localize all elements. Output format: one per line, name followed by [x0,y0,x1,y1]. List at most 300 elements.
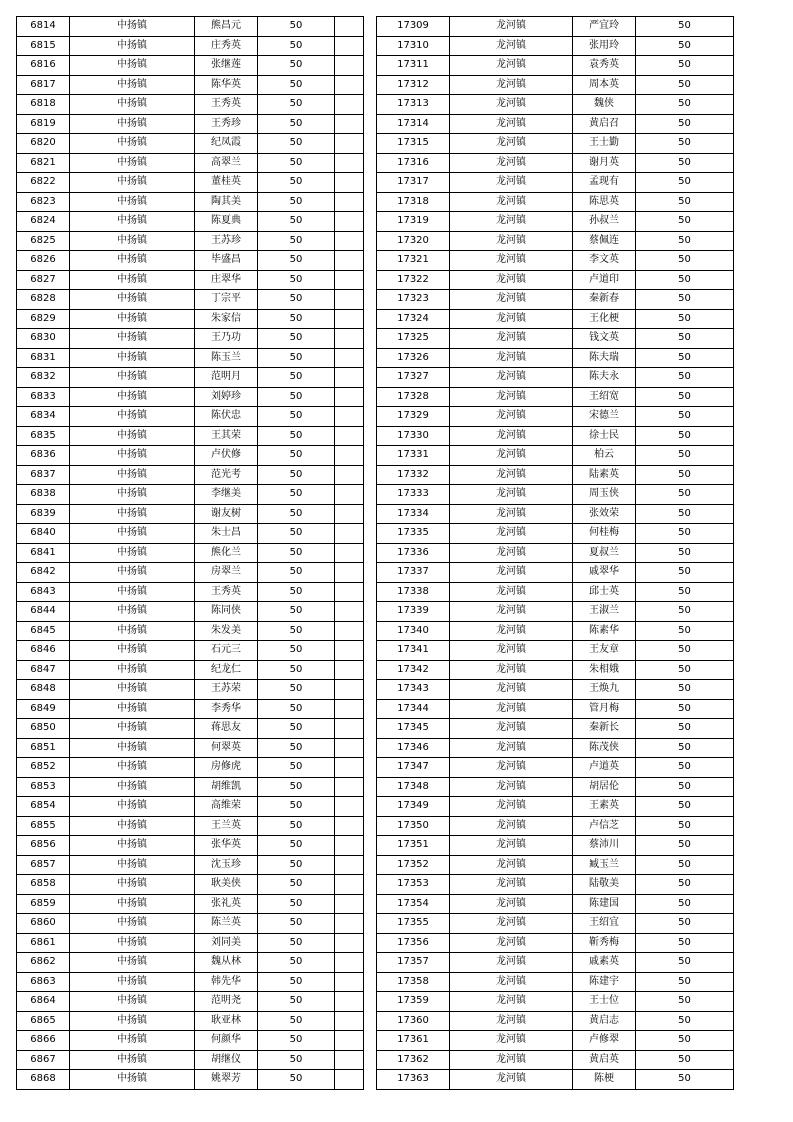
amount-cell: 50 [636,641,734,661]
town-cell: 龙河镇 [450,134,573,154]
row-number-cell: 6849 [17,699,70,719]
amount-cell: 50 [258,758,335,778]
table-row [17,368,364,388]
town-cell: 龙河镇 [450,602,573,622]
town-cell: 中扬镇 [70,36,195,56]
row-number-cell: 17347 [377,758,450,778]
table-row [17,153,364,173]
amount-cell: 50 [636,446,734,466]
row-number-cell: 6825 [17,231,70,251]
name-cell: 陈同侠 [195,602,258,622]
table-row [377,348,734,368]
name-cell: 谢月英 [573,153,636,173]
amount-cell: 50 [258,173,335,193]
table-row [17,953,364,973]
amount-cell: 50 [636,192,734,212]
town-cell: 中扬镇 [70,114,195,134]
amount-cell: 50 [258,641,335,661]
name-cell: 朱发美 [195,621,258,641]
table-row [17,212,364,232]
name-cell: 熊化兰 [195,543,258,563]
town-cell: 龙河镇 [450,621,573,641]
table-row [377,641,734,661]
name-cell: 靳秀梅 [573,933,636,953]
amount-cell: 50 [636,504,734,524]
town-cell: 中扬镇 [70,816,195,836]
table-row [17,602,364,622]
amount-cell: 50 [636,426,734,446]
town-cell: 中扬镇 [70,660,195,680]
town-cell: 中扬镇 [70,348,195,368]
town-cell: 中扬镇 [70,1031,195,1051]
row-number-cell: 6845 [17,621,70,641]
name-cell: 孙叔兰 [573,212,636,232]
name-cell: 陆素英 [573,465,636,485]
table-row [17,290,364,310]
empty-cell [335,855,364,875]
row-number-cell: 6821 [17,153,70,173]
name-cell: 刘同美 [195,933,258,953]
table-row [17,914,364,934]
empty-cell [335,758,364,778]
row-number-cell: 17315 [377,134,450,154]
town-cell: 中扬镇 [70,134,195,154]
table-row [377,251,734,271]
table-row [377,114,734,134]
table-row [17,524,364,544]
row-number-cell: 6852 [17,758,70,778]
left-roster-table [16,16,364,1090]
amount-cell: 50 [258,192,335,212]
town-cell: 中扬镇 [70,17,195,37]
empty-cell [335,699,364,719]
row-number-cell: 17337 [377,563,450,583]
empty-cell [335,660,364,680]
table-row [377,797,734,817]
town-cell: 中扬镇 [70,777,195,797]
row-number-cell: 17331 [377,446,450,466]
table-row [17,192,364,212]
table-row [377,660,734,680]
name-cell: 宋德兰 [573,407,636,427]
row-number-cell: 6829 [17,309,70,329]
row-number-cell: 6857 [17,855,70,875]
row-number-cell: 17318 [377,192,450,212]
row-number-cell: 17361 [377,1031,450,1051]
table-row [17,582,364,602]
table-row [377,407,734,427]
town-cell: 龙河镇 [450,953,573,973]
table-row [377,875,734,895]
town-cell: 中扬镇 [70,426,195,446]
name-cell: 周本英 [573,75,636,95]
name-cell: 魏从林 [195,953,258,973]
amount-cell: 50 [636,387,734,407]
town-cell: 中扬镇 [70,1050,195,1070]
amount-cell: 50 [258,992,335,1012]
amount-cell: 50 [636,816,734,836]
town-cell: 中扬镇 [70,485,195,505]
table-row [17,660,364,680]
amount-cell: 50 [636,524,734,544]
town-cell: 龙河镇 [450,251,573,271]
name-cell: 毕盛昌 [195,251,258,271]
row-number-cell: 17321 [377,251,450,271]
amount-cell: 50 [258,290,335,310]
name-cell: 陈华英 [195,75,258,95]
name-cell: 徐士民 [573,426,636,446]
amount-cell: 50 [258,504,335,524]
table-row [17,816,364,836]
right-roster-body [377,17,734,1090]
town-cell: 龙河镇 [450,641,573,661]
town-cell: 中扬镇 [70,875,195,895]
empty-cell [335,836,364,856]
empty-cell [335,1011,364,1031]
name-cell: 黄启召 [573,114,636,134]
name-cell: 范光考 [195,465,258,485]
table-row [17,348,364,368]
town-cell: 中扬镇 [70,992,195,1012]
table-row [17,680,364,700]
town-cell: 中扬镇 [70,290,195,310]
row-number-cell: 6848 [17,680,70,700]
empty-cell [335,1050,364,1070]
empty-cell [335,231,364,251]
row-number-cell: 6830 [17,329,70,349]
town-cell: 龙河镇 [450,524,573,544]
amount-cell: 50 [258,465,335,485]
amount-cell: 50 [636,680,734,700]
town-cell: 中扬镇 [70,719,195,739]
row-number-cell: 6816 [17,56,70,76]
name-cell: 陈兰英 [195,914,258,934]
name-cell: 何颜华 [195,1031,258,1051]
amount-cell: 50 [636,309,734,329]
amount-cell: 50 [258,660,335,680]
table-row [17,1031,364,1051]
row-number-cell: 6861 [17,933,70,953]
town-cell: 龙河镇 [450,17,573,37]
name-cell: 王士勤 [573,134,636,154]
town-cell: 龙河镇 [450,738,573,758]
amount-cell: 50 [258,738,335,758]
amount-cell: 50 [258,602,335,622]
amount-cell: 50 [258,368,335,388]
name-cell: 秦新长 [573,719,636,739]
name-cell: 何翠英 [195,738,258,758]
name-cell: 庄秀英 [195,36,258,56]
amount-cell: 50 [636,933,734,953]
row-number-cell: 17322 [377,270,450,290]
empty-cell [335,290,364,310]
table-row [17,1050,364,1070]
town-cell: 中扬镇 [70,933,195,953]
empty-cell [335,621,364,641]
town-cell: 龙河镇 [450,95,573,115]
amount-cell: 50 [258,1031,335,1051]
name-cell: 庄翠华 [195,270,258,290]
row-number-cell: 17362 [377,1050,450,1070]
row-number-cell: 17343 [377,680,450,700]
town-cell: 龙河镇 [450,933,573,953]
row-number-cell: 17339 [377,602,450,622]
row-number-cell: 6855 [17,816,70,836]
amount-cell: 50 [636,75,734,95]
table-row [17,972,364,992]
amount-cell: 50 [258,680,335,700]
town-cell: 中扬镇 [70,953,195,973]
table-row [377,485,734,505]
row-number-cell: 17310 [377,36,450,56]
amount-cell: 50 [258,114,335,134]
town-cell: 龙河镇 [450,972,573,992]
amount-cell: 50 [258,563,335,583]
row-number-cell: 6854 [17,797,70,817]
name-cell: 秦新春 [573,290,636,310]
table-row [377,329,734,349]
amount-cell: 50 [258,855,335,875]
row-number-cell: 17323 [377,290,450,310]
town-cell: 中扬镇 [70,894,195,914]
name-cell: 王绍宽 [573,387,636,407]
amount-cell: 50 [636,36,734,56]
amount-cell: 50 [258,797,335,817]
table-row [17,797,364,817]
town-cell: 龙河镇 [450,309,573,329]
name-cell: 耿亚林 [195,1011,258,1031]
town-cell: 中扬镇 [70,153,195,173]
town-cell: 中扬镇 [70,309,195,329]
table-row [377,953,734,973]
empty-cell [335,680,364,700]
name-cell: 胡继仪 [195,1050,258,1070]
amount-cell: 50 [636,95,734,115]
row-number-cell: 6865 [17,1011,70,1031]
empty-cell [335,719,364,739]
town-cell: 中扬镇 [70,972,195,992]
town-cell: 龙河镇 [450,426,573,446]
amount-cell: 50 [258,309,335,329]
amount-cell: 50 [636,758,734,778]
empty-cell [335,75,364,95]
name-cell: 李文英 [573,251,636,271]
name-cell: 蒋思友 [195,719,258,739]
name-cell: 陶其美 [195,192,258,212]
town-cell: 龙河镇 [450,446,573,466]
amount-cell: 50 [258,485,335,505]
row-number-cell: 17328 [377,387,450,407]
town-cell: 龙河镇 [450,797,573,817]
empty-cell [335,368,364,388]
amount-cell: 50 [258,953,335,973]
amount-cell: 50 [636,173,734,193]
row-number-cell: 6842 [17,563,70,583]
empty-cell [335,972,364,992]
row-number-cell: 17313 [377,95,450,115]
table-row [17,758,364,778]
town-cell: 中扬镇 [70,192,195,212]
empty-cell [335,134,364,154]
amount-cell: 50 [636,875,734,895]
table-row [377,231,734,251]
row-number-cell: 17355 [377,914,450,934]
name-cell: 谢友树 [195,504,258,524]
row-number-cell: 6866 [17,1031,70,1051]
name-cell: 丁宗平 [195,290,258,310]
table-row [377,212,734,232]
town-cell: 中扬镇 [70,270,195,290]
name-cell: 范明月 [195,368,258,388]
row-number-cell: 6818 [17,95,70,115]
amount-cell: 50 [258,699,335,719]
name-cell: 范明尧 [195,992,258,1012]
empty-cell [335,212,364,232]
amount-cell: 50 [258,972,335,992]
town-cell: 中扬镇 [70,836,195,856]
table-row [377,621,734,641]
table-row [377,465,734,485]
town-cell: 龙河镇 [450,407,573,427]
name-cell: 房修虎 [195,758,258,778]
row-number-cell: 6853 [17,777,70,797]
name-cell: 孟现有 [573,173,636,193]
amount-cell: 50 [258,270,335,290]
row-number-cell: 17336 [377,543,450,563]
amount-cell: 50 [258,582,335,602]
amount-cell: 50 [636,797,734,817]
name-cell: 邱士英 [573,582,636,602]
table-row [17,231,364,251]
table-row [377,1011,734,1031]
table-row [17,933,364,953]
name-cell: 张用玲 [573,36,636,56]
name-cell: 黄启英 [573,1050,636,1070]
table-row [17,875,364,895]
name-cell: 夏叔兰 [573,543,636,563]
table-row [17,738,364,758]
row-number-cell: 17334 [377,504,450,524]
town-cell: 中扬镇 [70,173,195,193]
row-number-cell: 6832 [17,368,70,388]
amount-cell: 50 [636,1070,734,1090]
town-cell: 中扬镇 [70,231,195,251]
name-cell: 王素英 [573,797,636,817]
row-number-cell: 17330 [377,426,450,446]
name-cell: 王苏荣 [195,680,258,700]
town-cell: 龙河镇 [450,114,573,134]
town-cell: 中扬镇 [70,504,195,524]
name-cell: 陈建国 [573,894,636,914]
name-cell: 朱士昌 [195,524,258,544]
amount-cell: 50 [258,875,335,895]
table-row [377,1070,734,1090]
table-row [17,95,364,115]
name-cell: 王化梗 [573,309,636,329]
town-cell: 龙河镇 [450,894,573,914]
name-cell: 卢道印 [573,270,636,290]
town-cell: 中扬镇 [70,387,195,407]
amount-cell: 50 [258,543,335,563]
table-row [377,972,734,992]
name-cell: 张继莲 [195,56,258,76]
row-number-cell: 17356 [377,933,450,953]
amount-cell: 50 [258,36,335,56]
table-row [17,114,364,134]
town-cell: 龙河镇 [450,153,573,173]
row-number-cell: 6864 [17,992,70,1012]
table-row [17,543,364,563]
row-number-cell: 6843 [17,582,70,602]
empty-cell [335,153,364,173]
table-row [377,992,734,1012]
table-row [17,309,364,329]
table-row [377,602,734,622]
name-cell: 卢修翠 [573,1031,636,1051]
table-row [17,251,364,271]
empty-cell [335,797,364,817]
table-row [17,504,364,524]
table-row [377,816,734,836]
town-cell: 龙河镇 [450,563,573,583]
name-cell: 何桂梅 [573,524,636,544]
table-row [377,173,734,193]
row-number-cell: 17346 [377,738,450,758]
amount-cell: 50 [636,1031,734,1051]
town-cell: 中扬镇 [70,1070,195,1090]
table-row [17,17,364,37]
empty-cell [335,387,364,407]
name-cell: 王秀英 [195,95,258,115]
table-row [377,56,734,76]
amount-cell: 50 [636,231,734,251]
amount-cell: 50 [636,212,734,232]
row-number-cell: 6867 [17,1050,70,1070]
name-cell: 臧玉兰 [573,855,636,875]
town-cell: 龙河镇 [450,75,573,95]
town-cell: 龙河镇 [450,1050,573,1070]
row-number-cell: 6858 [17,875,70,895]
name-cell: 纪凤霞 [195,134,258,154]
name-cell: 袁秀英 [573,56,636,76]
amount-cell: 50 [258,387,335,407]
table-row [377,1050,734,1070]
table-row [377,680,734,700]
amount-cell: 50 [258,56,335,76]
table-row [377,270,734,290]
row-number-cell: 6833 [17,387,70,407]
row-number-cell: 6841 [17,543,70,563]
table-row [377,758,734,778]
row-number-cell: 17351 [377,836,450,856]
name-cell: 周玉侠 [573,485,636,505]
town-cell: 龙河镇 [450,1031,573,1051]
name-cell: 刘婷珍 [195,387,258,407]
row-number-cell: 17350 [377,816,450,836]
name-cell: 王士位 [573,992,636,1012]
row-number-cell: 17342 [377,660,450,680]
row-number-cell: 17332 [377,465,450,485]
table-row [17,1011,364,1031]
table-row [377,17,734,37]
table-row [377,95,734,115]
name-cell: 张效荣 [573,504,636,524]
row-number-cell: 6836 [17,446,70,466]
left-roster-body [17,17,364,1090]
name-cell: 石元三 [195,641,258,661]
amount-cell: 50 [636,329,734,349]
table-row [17,465,364,485]
